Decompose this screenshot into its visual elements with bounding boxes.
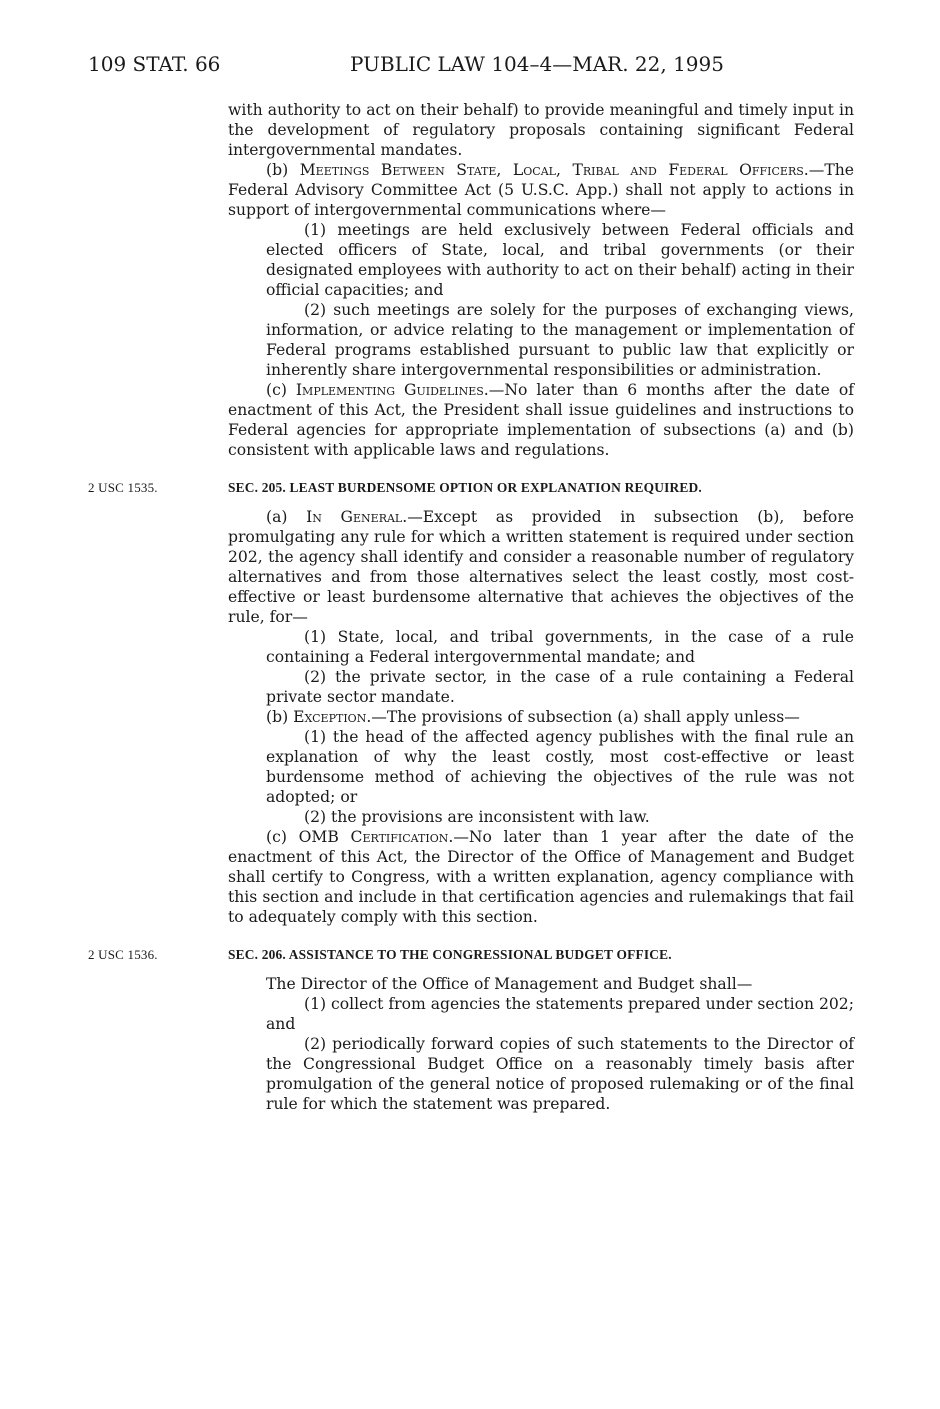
section-206-intro: The Director of the Office of Management and Budget shall— — [266, 975, 753, 993]
section-206-item-2: (2) periodically forward copies of such statements to the Director of the Congressional Budget Office on a reasonably timely basis after promulgation of the general notice of proposed rulemaking or of the final rule for which the statement was prepared. — [266, 1035, 854, 1113]
section-206-item-1: (1) collect from agencies the statements prepared under section 202; and — [266, 995, 854, 1033]
section-205-b — [228, 707, 854, 727]
section-205-c-text: —No later than 1 year after the date of the enactment of this Act, the Director of the Office of Management and Budget shall certify to Congress, with a written explanation, agency compliance with this section and include in that certification agencies and rulemakings that fail to adequately comply with this section. — [228, 828, 854, 926]
law-citation: PUBLIC LAW 104–4—MAR. 22, 1995 — [350, 52, 724, 76]
section-205-c-label: (c) — [266, 828, 287, 846]
section-205-b-text: —The provisions of subsection (a) shall apply unless— — [371, 708, 800, 726]
section-205-a-item-2: (2) the private sector, in the case of a rule containing a Federal private sector mandate. — [266, 668, 854, 706]
section-205-a-item-1: (1) State, local, and tribal governments, in the case of a rule containing a Federal intergovernmental mandate; and — [266, 628, 854, 666]
stat-page-number: 109 STAT. 66 — [88, 52, 221, 76]
subsection-b — [228, 160, 854, 220]
section-205-a-heading: In General. — [306, 508, 408, 526]
section-206-usc-note: 2 USC 1536. — [88, 947, 158, 962]
intro-paragraph: with authority to act on their behalf) to provide meaningful and timely input in the development of regulatory proposals containing significant Federal intergovernmental mandates. — [228, 101, 854, 159]
subsection-b-text: —The Federal Advisory Committee Act (5 U.S.C. App.) shall not apply to actions in support of intergovernmental communications where— — [228, 161, 854, 219]
document-body — [88, 100, 855, 1114]
section-205-title: SEC. 205. LEAST BURDENSOME OPTION OR EXPLANATION REQUIRED. — [228, 480, 702, 495]
subsection-b-item-2: (2) such meetings are solely for the purposes of exchanging views, information, or advice relating to the management or implementation of Federal programs established pursuant to public law that explicitly or inherently share intergovernmental responsibilities or administration. — [266, 301, 854, 379]
section-205-b-item-1: (1) the head of the affected agency publishes with the final rule an explanation of why the least costly, most cost-effective or least burdensome method of achieving the objectives of the rule was not adopted; or — [266, 728, 854, 806]
section-205-b-label: (b) — [266, 708, 289, 726]
subsection-c — [228, 380, 854, 460]
section-205-a — [228, 507, 854, 627]
subsection-c-heading: Implementing Guidelines. — [295, 381, 489, 399]
section-205-b-item-2: (2) the provisions are inconsistent with law. — [304, 808, 650, 826]
section-206-title: SEC. 206. ASSISTANCE TO THE CONGRESSIONAL BUDGET OFFICE. — [228, 947, 672, 962]
subsection-b-heading: Meetings Between State, Local, Tribal and Federal Officers. — [299, 161, 809, 179]
subsection-b-item-1: (1) meetings are held exclusively between Federal officials and elected officers of State, local, and tribal governments (or their designated employees with authority to act on their behalf) acting in their official capacities; and — [266, 221, 854, 299]
section-206-heading — [88, 945, 854, 965]
section-205-b-heading: Exception. — [293, 708, 372, 726]
section-205-c-heading: OMB Certification. — [298, 828, 454, 846]
section-205-usc-note: 2 USC 1535. — [88, 480, 158, 495]
subsection-c-label: (c) — [266, 381, 287, 399]
subsection-c-text: —No later than 6 months after the date of enactment of this Act, the President shall issue guidelines and instructions to Federal agencies for appropriate implementation of subsections (a) and (b) consistent with applicable laws and regulations. — [228, 381, 854, 459]
section-205-a-text: —Except as provided in subsection (b), before promulgating any rule for which a written statement is required under section 202, the agency shall identify and consider a reasonable number of regulatory alternatives and from those alternatives select the least costly, most cost-effective or least burdensome alternative that achieves the objectives of the rule, for— — [228, 508, 855, 626]
section-205-heading — [88, 478, 854, 498]
section-205-a-label: (a) — [266, 508, 288, 526]
section-205-c — [228, 827, 854, 927]
page-header — [0, 52, 940, 82]
subsection-b-label: (b) — [266, 161, 289, 179]
